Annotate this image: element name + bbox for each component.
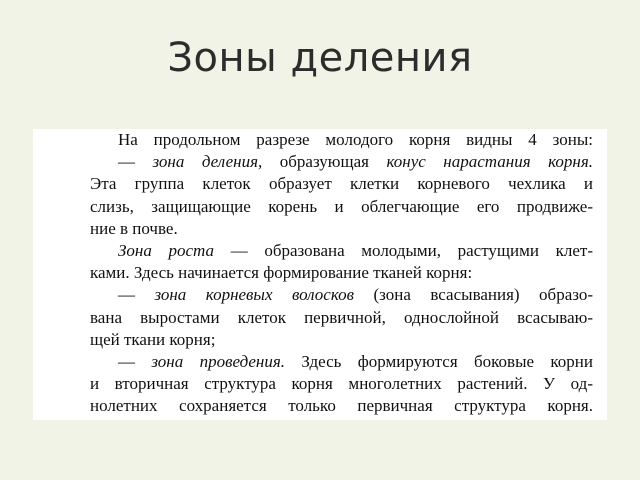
text-fragment: — образована молодыми, растущими клет- [230, 240, 593, 260]
body-text [90, 129, 593, 417]
slide-title: Зоны деления [167, 35, 473, 81]
scanned-text-image [33, 129, 607, 420]
text-line-11 [90, 351, 593, 373]
text-line-12: и вторичная структура корня многолетних растений. У од- [90, 374, 593, 394]
text-line-5: ние в почве. [90, 218, 178, 238]
text-line-8 [90, 284, 593, 306]
text-line-7: ками. Здесь начинается формирование тканей корня: [90, 263, 473, 283]
text-line-4: слизь, защищающие корень и облегчающие его продвиже- [90, 196, 593, 216]
text-fragment: Здесь формируются боковые корни [301, 351, 594, 371]
dash: — [118, 351, 135, 371]
text-line-10: щей ткани корня; [90, 329, 216, 349]
term-growth-zone: Зона роста [118, 240, 215, 260]
text-line-1: На продольном разрезе молодого корня видны 4 зоны: [118, 130, 593, 149]
text-line-9: вана выростами клеток первичной, однослойной всасываю- [90, 307, 593, 327]
text-line-3: Эта группа клеток образует клетки корневого чехлика и [90, 174, 593, 194]
term-growth-cone: конус нарастания корня. [386, 152, 593, 172]
dash: — [118, 152, 135, 172]
text-line-13: нолетних сохраняется только первичная структура корня. [90, 396, 593, 416]
term-root-hair-zone: зона корневых волосков [154, 285, 355, 305]
dash: — [118, 285, 135, 305]
text-fragment: (зона всасывания) образо- [373, 285, 594, 305]
term-conduction-zone: зона проведения. [151, 351, 286, 371]
text-line-6 [90, 240, 593, 262]
term-division-zone: зона деления, [152, 152, 263, 172]
text-fragment: образующая [279, 152, 369, 172]
text-line-2 [90, 151, 593, 173]
